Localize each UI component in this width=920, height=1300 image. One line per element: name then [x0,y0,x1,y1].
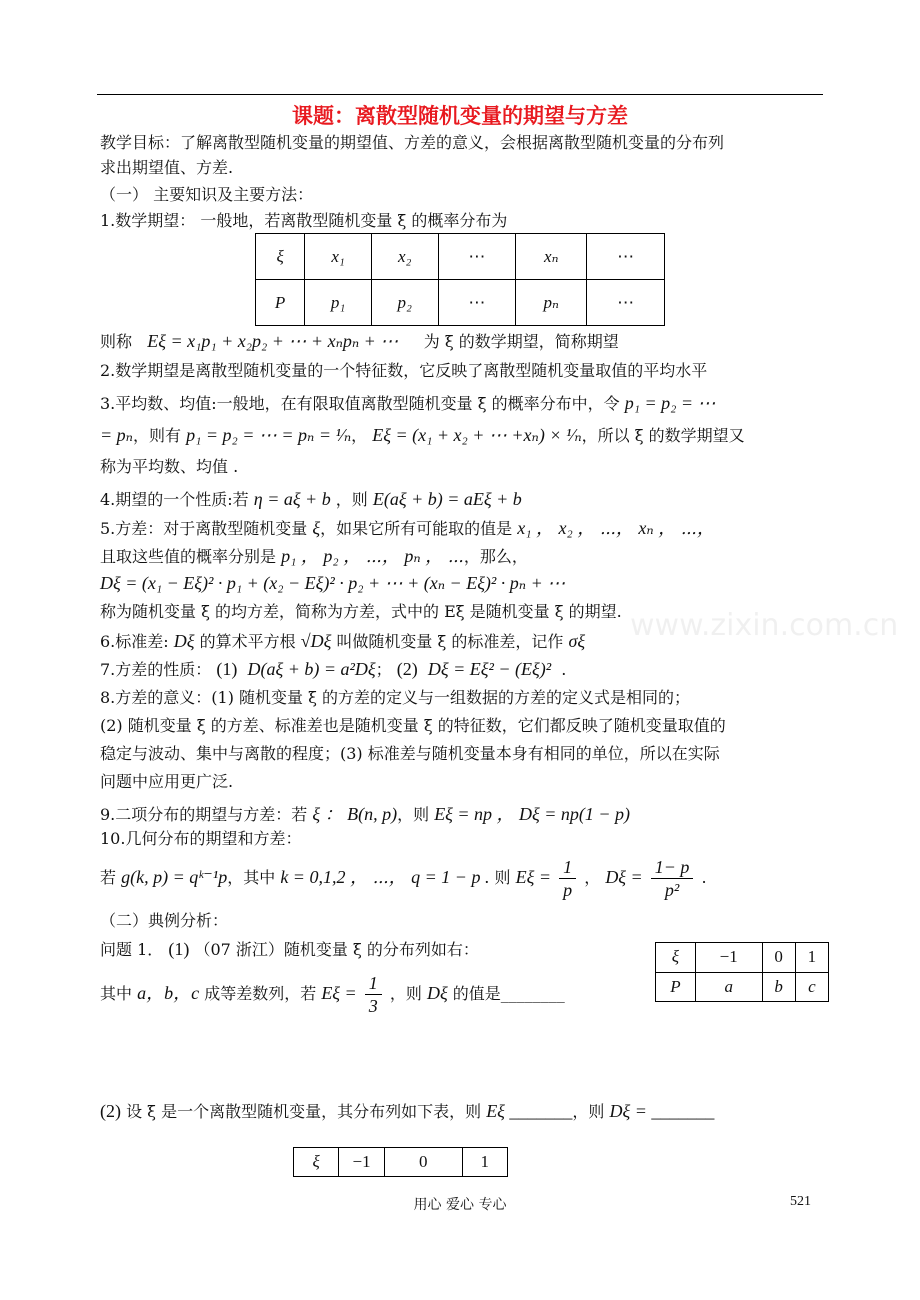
item-6-line [100,630,585,653]
item-7-formula: Dξ = Eξ² − (Eξ)² [427,659,552,679]
problem-1-label: 问题 1． [100,940,164,959]
frac-numerator: 1 [365,972,382,995]
item-4-text: ，则 [335,490,368,509]
dist-cell: P [256,280,305,326]
item-10-formula: Eξ = [515,867,552,887]
item-5-formula: p₁ ， p₂ ， ⋯， pₙ ， ⋯ [281,546,464,566]
p2-cell: 1 [462,1148,507,1177]
fraction-1-minus-p-over-p-squared [651,856,694,901]
p1-cell: 1 [795,943,828,973]
section-1-heading: （一） 主要知识及主要方法： [100,185,314,204]
item-9-text: ，则 [397,805,430,824]
item-10-formula-line [100,852,707,903]
problem-1-text: 成等差数列，若 [204,984,317,1003]
item-9-formula: ξ ： B(n, p) [312,804,398,824]
intro-line-2: 求出期望值、方差. [100,158,234,177]
item-3-text: 3.平均数、均值:一般地，在有限取值离散型随机变量 ξ 的概率分布中，令 [100,394,620,413]
frac-numerator: 1− p [651,856,694,879]
item-3-text: ，所以 ξ 的数学期望又 [581,426,745,445]
expect-suffix: 为 ξ 的数学期望，简称期望 [423,332,619,351]
item-4-formula: η = aξ + b [253,489,331,509]
problem-2-table-row-1 [294,1148,508,1177]
dist-cell: p₁ [305,280,372,326]
dist-cell: ⋯ [587,280,665,326]
frac-denominator: 3 [368,996,378,1016]
dist-cell: ⋯ [438,280,516,326]
item-6-formula: Dξ [173,631,195,651]
item-8-line-1: 8.方差的意义：(1) 随机变量 ξ 的方差的定义与一组数据的方差的定义式是相同的； [100,688,691,707]
item-3-text: ，则有 [132,426,181,445]
item-5-line-1 [100,517,715,540]
item-2-text: 2.数学期望是离散型随机变量的一个特征数，它反映了离散型随机变量取值的平均水平 [100,361,708,380]
frac-denominator: p² [664,880,680,900]
problem-1-formula: Dξ [426,983,448,1003]
item-7-line [100,658,566,681]
item-9-formula: Eξ = np ， Dξ = np(1 − p) [434,804,631,824]
item-5-text: 且取这些值的概率分别是 [100,547,277,566]
item-6-text: 叫做随机变量 ξ 的标准差，记作 [336,632,564,651]
dist-table-row-2 [256,280,665,326]
item-10-text: 若 [100,868,117,887]
item-5-formula: x₁ ， x₂ ， ⋯， xₙ ， ⋯， [517,518,715,538]
page-number: 521 [790,1194,811,1209]
dist-cell: x₁ [305,234,372,280]
p2-cell: 0 [384,1148,462,1177]
problem-1-table [655,942,829,1002]
fraction-one-third [365,972,382,1017]
item-5-formula: Dξ = (x₁ − Eξ)² · p₁ + (x₂ − Eξ)² · p₂ + ⋯ + (xₙ − Eξ)² · pₙ + ⋯ [100,573,566,593]
problem-1-text: （07 浙江）随机变量 ξ 的分布列如右： [194,940,479,959]
item-4-text: 4.期望的一个性质:若 [100,490,249,509]
problem-1-formula: a，b，c [137,983,200,1003]
problem-1-line-1 [100,938,479,961]
item-7-text: . [561,660,567,679]
distribution-table [255,233,665,326]
problem-1-table-row-2 [656,972,829,1002]
item-5-text: ，如果它所有可能取的值是 [320,519,513,538]
item-1-text: 1.数学期望： 一般地，若离散型随机变量 ξ 的概率分布为 [100,211,508,230]
problem-1-text: 其中 [100,984,133,1003]
item-9-text: 9.二项分布的期望与方差：若 [100,805,308,824]
problem-2-blank: Eξ _______ [486,1101,573,1121]
problem-1-table-row-1 [656,943,829,973]
item-6-formula: √Dξ [300,631,332,651]
expect-formula: Eξ = x₁p₁ + x₂p₂ + ⋯ + xₙpₙ + ⋯ [147,331,399,351]
item-3-formula: p₁ = p₂ = ⋯ [624,393,716,413]
item-3-formula: = pₙ [100,425,133,445]
item-7-formula: D(aξ + b) = a²Dξ [247,659,376,679]
watermark: www.zixin.com.cn [630,608,899,643]
fraction-1-over-p [559,856,576,901]
frac-denominator: p [563,880,573,900]
item-10-text: ， [584,868,601,887]
expect-prefix: 则称 [100,332,133,351]
dist-table-row-1 [256,234,665,280]
dist-cell: xₙ [516,234,587,280]
dist-cell: ⋯ [438,234,516,280]
problem-2-blank: Dξ = _______ [609,1101,715,1121]
item-7-number: (2) [396,659,418,679]
p1-cell: −1 [695,943,762,973]
item-8-line-3: 稳定与波动、集中与离散的程度；(3) 标准差与随机变量本身有相同的单位，所以在实际 [100,744,720,763]
item-6-formula: σξ [568,631,586,651]
p1-cell: a [695,972,762,1002]
problem-1-number: (1) [168,939,190,959]
dist-cell: pₙ [516,280,587,326]
item-10-text: . [701,868,707,887]
item-8-line-4: 问题中应用更广泛. [100,772,234,791]
item-5-text: ，那么， [463,547,528,566]
item-3-text: ， [351,426,368,445]
item-10-formula: Dξ = [605,867,643,887]
problem-1-line-2 [100,968,565,1019]
expectation-definition [100,330,619,353]
item-4-line [100,488,522,511]
item-5-text: 5.方差：对于离散型随机变量 [100,519,308,538]
p1-cell: ξ [656,943,696,973]
item-3-line-3: 称为平均数、均值 . [100,457,239,476]
dist-cell: ξ [256,234,305,280]
item-10-formula: k = 0,1,2 ， ⋯， q = 1 − p . [280,867,490,887]
item-5-line-2 [100,545,528,568]
p2-cell: −1 [339,1148,385,1177]
footer-center: 用心 爱心 专心 [413,1197,507,1213]
p1-cell: c [795,972,828,1002]
item-10-heading: 10.几何分布的期望和方差： [100,829,302,848]
item-3-formula: Eξ = (x₁ + x₂ + ⋯ +xₙ) × ¹⁄ₙ [372,425,582,445]
dist-cell: p₂ [371,280,438,326]
variance-formula [100,572,565,595]
item-10-formula: g(k, p) = qᵏ⁻¹p [121,867,228,887]
p1-cell: b [762,972,795,1002]
problem-2-table [293,1147,508,1177]
item-8-line-2: (2) 随机变量 ξ 的方差、标准差也是随机变量 ξ 的特征数，它们都反映了随机变量取值的 [100,716,726,735]
intro-line-1: 教学目标：了解离散型随机变量的期望值、方差的意义，会根据离散型随机变量的分布列 [100,133,725,152]
header-rule [97,94,823,95]
item-7-number: (1) [216,659,238,679]
item-3-line-1 [100,392,716,415]
item-6-text: 的算术平方根 [199,632,296,651]
item-7-text: 7.方差的性质： [100,660,212,679]
problem-2-text: 设 ξ 是一个离散型随机变量，其分布列如下表，则 [126,1102,482,1121]
problem-1-formula: Eξ = [321,983,357,1003]
item-3-line-2 [100,424,745,447]
item-6-text: 6.标准差: [100,632,169,651]
item-4-formula: E(aξ + b) = aEξ + b [372,489,522,509]
item-5-line-4: 称为随机变量 ξ 的均方差，简称为方差，式中的 Eξ 是随机变量 ξ 的期望. [100,602,622,621]
dist-cell: x₂ [371,234,438,280]
frac-numerator: 1 [559,856,576,879]
problem-2-text: ，则 [572,1102,605,1121]
p2-cell: ξ [294,1148,339,1177]
problem-2-number: (2) [100,1101,121,1121]
p1-cell: 0 [762,943,795,973]
problem-1-blank: 的值是________ [452,984,565,1003]
item-10-text: 则 [494,868,511,887]
item-5-formula: ξ [312,518,321,538]
section-2-heading: （二）典例分析： [100,911,229,930]
page-title: 课题：离散型随机变量的期望与方差 [292,104,628,128]
item-9-line [100,803,630,826]
item-7-text: ； [375,660,392,679]
item-3-formula: p₁ = p₂ = ⋯ = pₙ = ¹⁄ₙ [186,425,352,445]
problem-1-text: ，则 [389,984,422,1003]
p1-cell: P [656,972,696,1002]
problem-2-line [100,1100,714,1123]
dist-cell: ⋯ [587,234,665,280]
item-10-text: ，其中 [227,868,276,887]
